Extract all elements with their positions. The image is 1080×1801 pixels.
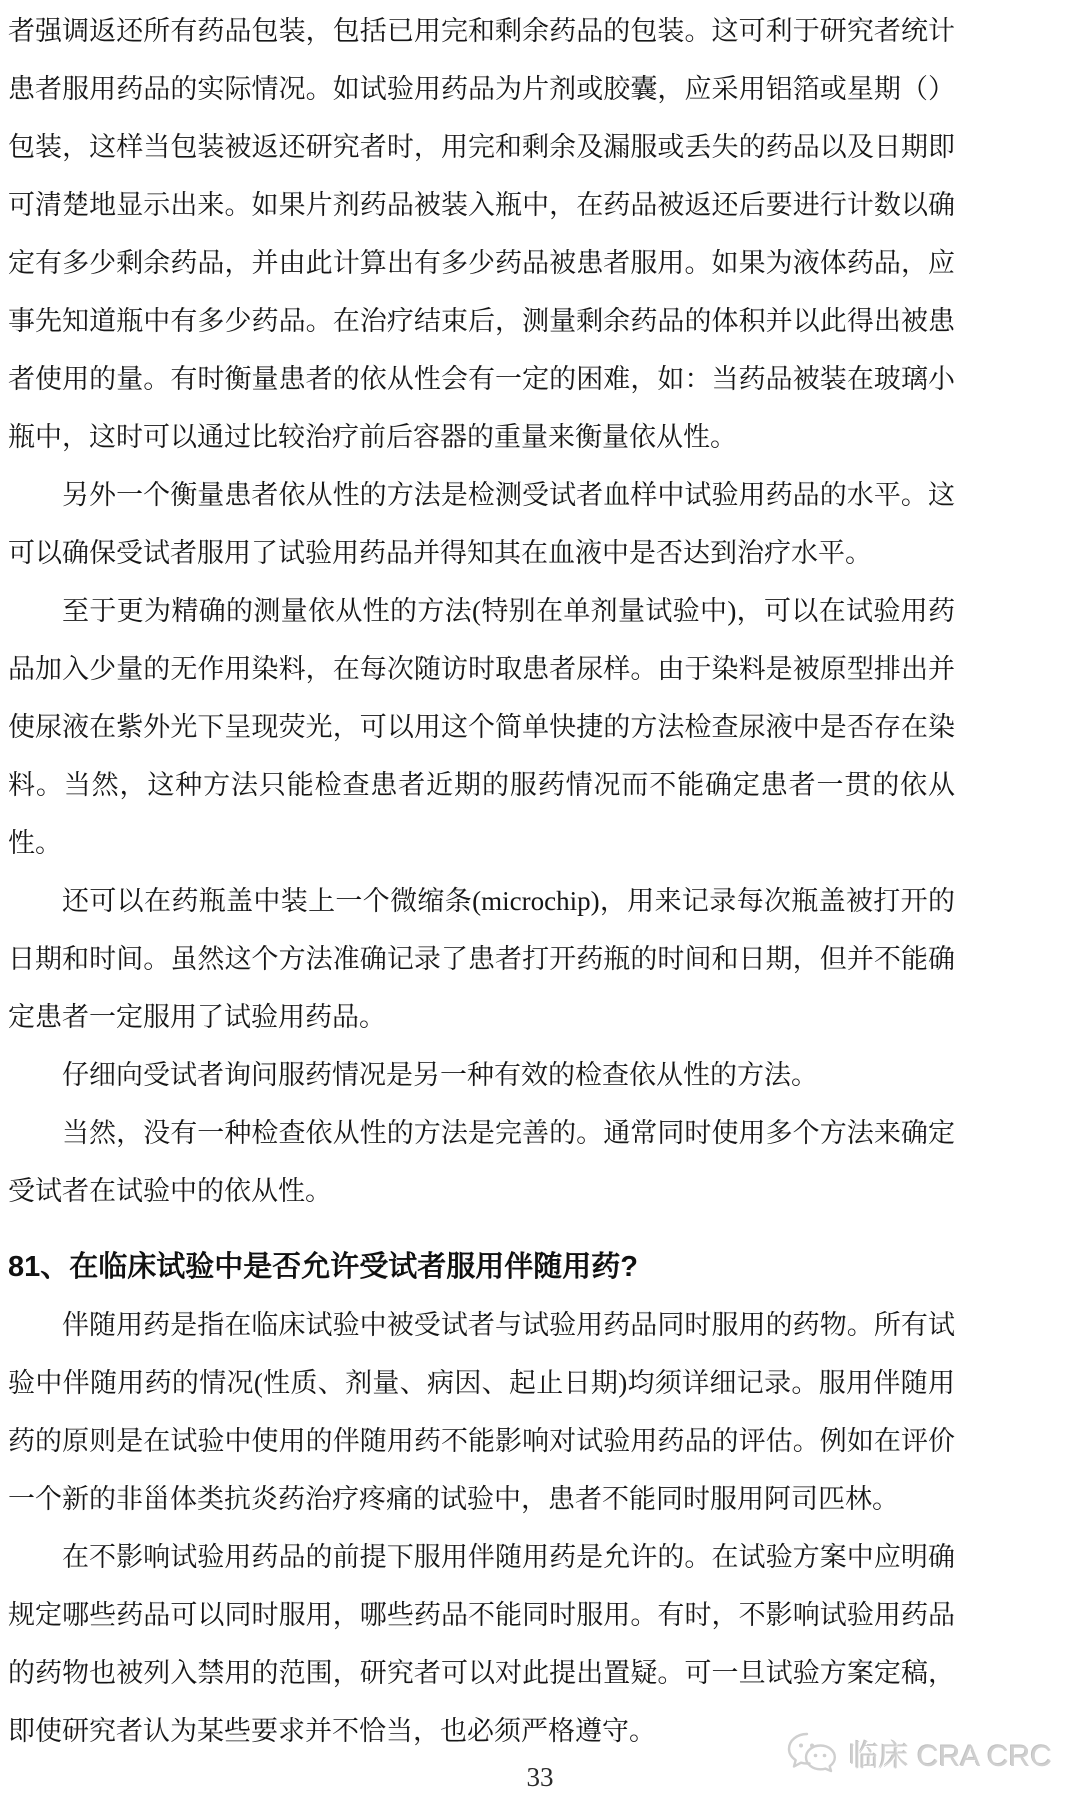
paragraph: 仔细向受试者询问服药情况是另一种有效的检查依从性的方法。 (62, 1060, 818, 1090)
page-number: 33 (526, 1762, 554, 1792)
document-content (8, 2, 955, 1760)
section-heading: 81、在临床试验中是否允许受试者服用伴随用药? (8, 1251, 638, 1283)
paragraph: 当然，没有一种检查依从性的方法是完善的。通常同时使用多个方法来确定受试者在试验中的依从性。 (8, 1118, 955, 1206)
paragraph: 在不影响试验用药品的前提下服用伴随用药是允许的。在试验方案中应明确规定哪些药品可以同时服用，哪些药品不能同时服用。有时，不影响试验用药品的药物也被列入禁用的范围，研究者可以对此提出置疑。可一旦试验方案定稿，即使研究者认为某些要求并不恰当，也必须严格遵守。 (8, 1542, 955, 1746)
paragraph: 至于更为精确的测量依从性的方法(特别在单剂量试验中)，可以在试验用药品加入少量的无作用染料，在每次随访时取患者尿样。由于染料是被原型排出并使尿液在紫外光下呈现荧光，可以用这个简单快捷的方法检查尿液中是否存在染料。当然，这种方法只能检查患者近期的服药情况而不能确定患者一贯的依从性。 (8, 596, 955, 858)
paragraph: 伴随用药是指在临床试验中被受试者与试验用药品同时服用的药物。所有试验中伴随用药的情况(性质、剂量、病因、起止日期)均须详细记录。服用伴随用药的原则是在试验中使用的伴随用药不能影响对试验用药品的评估。例如在评价一个新的非甾体类抗炎药治疗疼痛的试验中，患者不能同时服用阿司匹林。 (8, 1310, 955, 1514)
paragraph: 另外一个衡量患者依从性的方法是检测受试者血样中试验用药品的水平。这可以确保受试者服用了试验用药品并得知其在血液中是否达到治疗水平。 (8, 480, 955, 568)
paragraph: 还可以在药瓶盖中装上一个微缩条(microchip)，用来记录每次瓶盖被打开的日期和时间。虽然这个方法准确记录了患者打开药瓶的时间和日期，但并不能确定患者一定服用了试验用药品。 (8, 886, 955, 1032)
paragraph: 者强调返还所有药品包装，包括已用完和剩余药品的包装。这可利于研究者统计患者服用药品的实际情况。如试验用药品为片剂或胶囊，应采用铝箔或星期（）包装，这样当包装被返还研究者时，用完和剩余及漏服或丢失的药品以及日期即可清楚地显示出来。如果片剂药品被装入瓶中，在药品被返还后要进行计数以确定有多少剩余药品，并由此计算出有多少药品被患者服用。如果为液体药品，应事先知道瓶中有多少药品。在治疗结束后，测量剩余药品的体积并以此得出被患者使用的量。有时衡量患者的依从性会有一定的困难，如：当药品被装在玻璃小瓶中，这时可以通过比较治疗前后容器的重量来衡量依从性。 (8, 16, 955, 452)
watermark-label: 临床 CRA CRC (848, 1740, 1052, 1773)
